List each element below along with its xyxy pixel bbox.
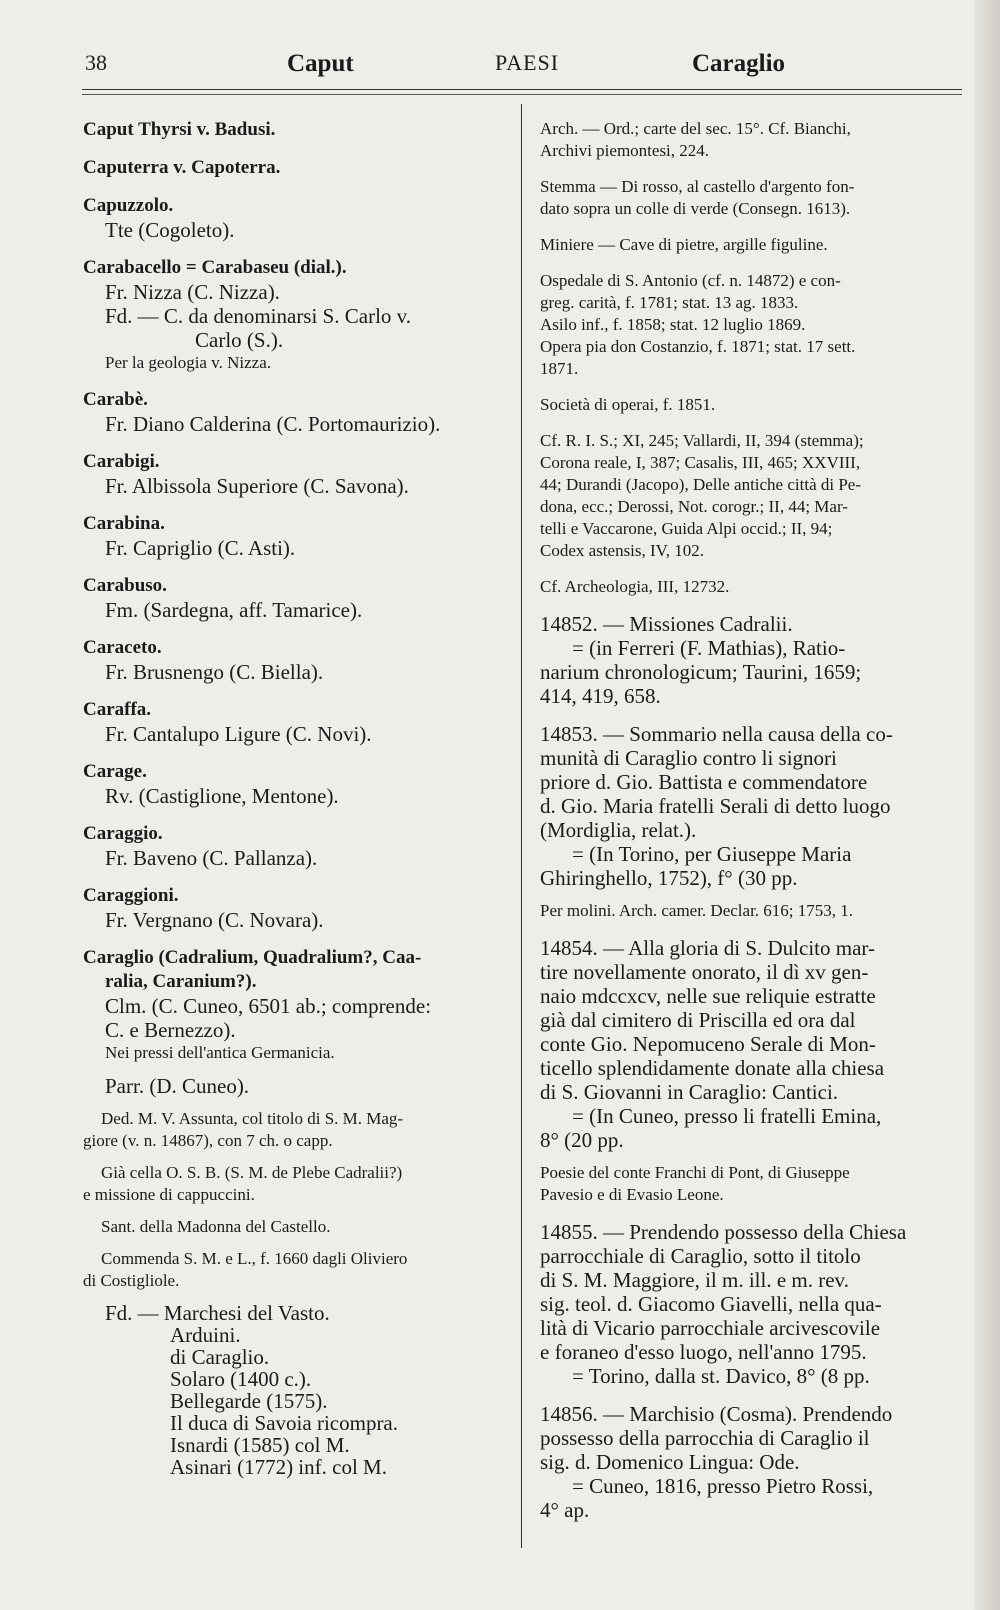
- note-line: Società di operai, f. 1851.: [540, 395, 716, 414]
- entry-line: possesso della parrocchia di Caraglio il: [540, 1426, 870, 1450]
- entry-note: e missione di cappuccini.: [83, 1185, 255, 1204]
- right-column: [540, 118, 965, 1536]
- entry-line: munità di Caraglio contro li signori: [540, 746, 837, 770]
- entry-line: priore d. Gio. Battista e commendatore: [540, 770, 868, 794]
- headword: Caraffa.: [83, 699, 152, 720]
- entry: [83, 512, 508, 560]
- entry-line: 14854. — Alla gloria di S. Dulcito mar-: [540, 936, 875, 960]
- entry-line: 14855. — Prendendo possesso della Chiesa: [540, 1220, 907, 1244]
- entry: [83, 822, 508, 870]
- entry-14854: [540, 936, 965, 1206]
- entry-note: Nei pressi dell'antica Germanicia.: [105, 1043, 335, 1062]
- entry-line: 14856. — Marchisio (Cosma). Prendendo: [540, 1402, 893, 1426]
- entry-14853: [540, 722, 965, 922]
- entry-line: ticello splendidamente donate alla chiesa: [540, 1056, 885, 1080]
- entry: [83, 884, 508, 932]
- entry-14855: [540, 1220, 965, 1388]
- note-line: Opera pia don Costanzio, f. 1871; stat. 17 sett.: [540, 337, 856, 356]
- entry: [83, 636, 508, 684]
- fd-line: Asinari (1772) inf. col M.: [170, 1455, 387, 1479]
- headword: Carabacello = Carabaseu (dial.).: [83, 257, 347, 278]
- note-line: telli e Vaccarone, Guida Alpi occid.; II, 94;: [540, 519, 833, 538]
- societa-note: [540, 394, 965, 416]
- entry-line: = (in Ferreri (F. Mathias), Ratio-: [572, 636, 846, 660]
- entry: [83, 760, 508, 808]
- entry-line: naio mdccxcv, nelle sue reliquie estratte: [540, 984, 876, 1008]
- note-line: Ospedale di S. Antonio (cf. n. 14872) e con-: [540, 271, 841, 290]
- running-header: [82, 50, 962, 90]
- header-left-word: Caput: [287, 50, 354, 77]
- note-line: Arch. — Ord.; carte del sec. 15°. Cf. Bianchi,: [540, 119, 851, 138]
- headword: Carage.: [83, 761, 147, 782]
- entry-note: Poesie del conte Franchi di Pont, di Giuseppe: [540, 1163, 850, 1182]
- fd-line: Arduini.: [170, 1323, 241, 1347]
- page-edge-shadow: [974, 0, 1000, 1610]
- entry-line: C. e Bernezzo).: [105, 1018, 236, 1042]
- entry-14856: [540, 1402, 965, 1522]
- entry-line: narium chronologicum; Taurini, 1659;: [540, 660, 862, 684]
- note-line: Archivi piemontesi, 224.: [540, 141, 710, 160]
- entry: [83, 194, 508, 242]
- entry: [83, 156, 508, 180]
- entry-line: 14853. — Sommario nella causa della co-: [540, 722, 893, 746]
- entry-line: lità di Vicario parrocchiale arcivescovile: [540, 1316, 881, 1340]
- archeologia-note: [540, 576, 965, 598]
- entry-line: Clm. (C. Cuneo, 6501 ab.; comprende:: [105, 994, 432, 1018]
- fd-line: Isnardi (1585) col M.: [170, 1433, 350, 1457]
- header-right-word: Caraglio: [692, 50, 786, 77]
- header-rule-thin: [82, 94, 962, 95]
- headword: Caput Thyrsi v. Badusi.: [83, 119, 276, 140]
- headword: Capuzzolo.: [83, 195, 174, 216]
- entry-line: Fr. Nizza (C. Nizza).: [105, 280, 280, 304]
- entry-note: Ded. M. V. Assunta, col titolo di S. M. Mag-: [101, 1109, 404, 1128]
- miniere-note: [540, 234, 965, 256]
- entry: [83, 388, 508, 436]
- entry-note: giore (v. n. 14867), con 7 ch. o capp.: [83, 1131, 333, 1150]
- note-line: dona, ecc.; Derossi, Not. corogr.; II, 44; Mar-: [540, 497, 848, 516]
- note-line: Corona reale, I, 387; Casalis, III, 465; XXVIII,: [540, 453, 861, 472]
- entry-line: Parr. (D. Cuneo).: [105, 1074, 250, 1098]
- entry-line: Fr. Baveno (C. Pallanza).: [105, 846, 318, 870]
- entry-line: Ghiringhello, 1752), f° (30 pp.: [540, 866, 798, 890]
- entry-14852: [540, 612, 965, 708]
- entry-line: sig. teol. d. Giacomo Giavelli, nella qua-: [540, 1292, 882, 1316]
- headword: Carabigi.: [83, 451, 160, 472]
- entry-line: 4° ap.: [540, 1498, 590, 1522]
- entry-note: Commenda S. M. e L., f. 1660 dagli Oliviero: [101, 1249, 408, 1268]
- headword: Caraglio (Cadralium, Quadralium?, Caa-: [83, 947, 422, 968]
- entry-line: Fr. Vergnano (C. Novara).: [105, 908, 324, 932]
- entry: [83, 450, 508, 498]
- entry-line: = Cuneo, 1816, presso Pietro Rossi,: [572, 1474, 874, 1498]
- entry-line: Fr. Diano Calderina (C. Portomaurizio).: [105, 412, 441, 436]
- note-line: Miniere — Cave di pietre, argille figuline.: [540, 235, 828, 254]
- entry: [83, 698, 508, 746]
- entry-line: già dal cimitero di Priscilla ed ora dal: [540, 1008, 856, 1032]
- entry-line: 414, 419, 658.: [540, 684, 661, 708]
- headword: Carabina.: [83, 513, 165, 534]
- entry-line: Fr. Brusnengo (C. Biella).: [105, 660, 324, 684]
- entry-note: Per molini. Arch. camer. Declar. 616; 1753, 1.: [540, 901, 854, 920]
- entry-line: Fm. (Sardegna, aff. Tamarice).: [105, 598, 363, 622]
- column-divider: [521, 104, 522, 1548]
- headword: Caputerra v. Capoterra.: [83, 157, 281, 178]
- fd-line: Fd. — Marchesi del Vasto.: [105, 1301, 330, 1325]
- entry-line: e foraneo d'esso luogo, nell'anno 1795.: [540, 1340, 867, 1364]
- entry-line: Fr. Capriglio (C. Asti).: [105, 536, 296, 560]
- entry-line: 8° (20 pp.: [540, 1128, 624, 1152]
- stemma-note: [540, 176, 965, 220]
- left-column: [83, 118, 508, 1492]
- note-line: 1871.: [540, 359, 579, 378]
- entry-note: di Costigliole.: [83, 1271, 180, 1290]
- headword: Carabuso.: [83, 575, 167, 596]
- headword-cont: ralia, Caranium?).: [105, 971, 257, 992]
- entry-line: conte Gio. Nepomuceno Serale di Mon-: [540, 1032, 876, 1056]
- entry-note: Per la geologia v. Nizza.: [105, 353, 271, 372]
- entry-line: d. Gio. Maria fratelli Serali di detto luogo: [540, 794, 891, 818]
- bibliography-note: [540, 430, 965, 562]
- headword: Carabè.: [83, 389, 148, 410]
- entry-line: parrocchiale di Caraglio, sotto il titolo: [540, 1244, 861, 1268]
- entry-line: tire novellamente onorato, il dì xv gen-: [540, 960, 869, 984]
- note-line: dato sopra un colle di verde (Consegn. 1613).: [540, 199, 851, 218]
- header-rule: [82, 89, 962, 90]
- archive-note: [540, 118, 965, 162]
- entry-line: Carlo (S.).: [195, 328, 284, 352]
- entry-line: = (In Cuneo, presso li fratelli Emina,: [572, 1104, 882, 1128]
- headword: Caraceto.: [83, 637, 162, 658]
- entry-line: di S. M. Maggiore, il m. ill. e m. rev.: [540, 1268, 849, 1292]
- header-center-word: PAESI: [495, 50, 560, 75]
- entry-line: Fd. — C. da denominarsi S. Carlo v.: [105, 304, 412, 328]
- note-line: Cf. Archeologia, III, 12732.: [540, 577, 730, 596]
- entry-line: di S. Giovanni in Caraglio: Cantici.: [540, 1080, 839, 1104]
- fd-line: Bellegarde (1575).: [170, 1389, 328, 1413]
- entry-line: = (In Torino, per Giuseppe Maria: [572, 842, 852, 866]
- entry-line: Rv. (Castiglione, Mentone).: [105, 784, 339, 808]
- entry-caraglio: [83, 946, 508, 1478]
- note-line: Cf. R. I. S.; XI, 245; Vallardi, II, 394 (stemma);: [540, 431, 864, 450]
- note-line: 44; Durandi (Jacopo), Delle antiche città di Pe-: [540, 475, 861, 494]
- entry-line: Fr. Cantalupo Ligure (C. Novi).: [105, 722, 372, 746]
- headword: Caraggioni.: [83, 885, 179, 906]
- fd-line: di Caraglio.: [170, 1345, 270, 1369]
- note-line: Stemma — Di rosso, al castello d'argento fon-: [540, 177, 855, 196]
- entry-line: (Mordiglia, relat.).: [540, 818, 697, 842]
- entry: [83, 118, 508, 142]
- fd-line: Il duca di Savoia ricompra.: [170, 1411, 399, 1435]
- entry-line: 14852. — Missiones Cadralii.: [540, 612, 793, 636]
- entry-note: Già cella O. S. B. (S. M. de Plebe Cadralii?): [101, 1163, 403, 1182]
- fd-line: Solaro (1400 c.).: [170, 1367, 312, 1391]
- ospedale-note: [540, 270, 965, 380]
- entry-line: = Torino, dalla st. Davico, 8° (8 pp.: [572, 1364, 870, 1388]
- note-line: greg. carità, f. 1781; stat. 13 ag. 1833.: [540, 293, 799, 312]
- entry-note: Sant. della Madonna del Castello.: [101, 1217, 331, 1236]
- entry-line: Fr. Albissola Superiore (C. Savona).: [105, 474, 409, 498]
- note-line: Asilo inf., f. 1858; stat. 12 luglio 1869.: [540, 315, 806, 334]
- page-number: 38: [85, 50, 107, 75]
- entry-line: sig. d. Domenico Lingua: Ode.: [540, 1450, 800, 1474]
- note-line: Codex astensis, IV, 102.: [540, 541, 705, 560]
- entry: [83, 256, 508, 374]
- entry: [83, 574, 508, 622]
- headword: Caraggio.: [83, 823, 163, 844]
- entry-line: Tte (Cogoleto).: [105, 218, 235, 242]
- entry-note: Pavesio e di Evasio Leone.: [540, 1185, 724, 1204]
